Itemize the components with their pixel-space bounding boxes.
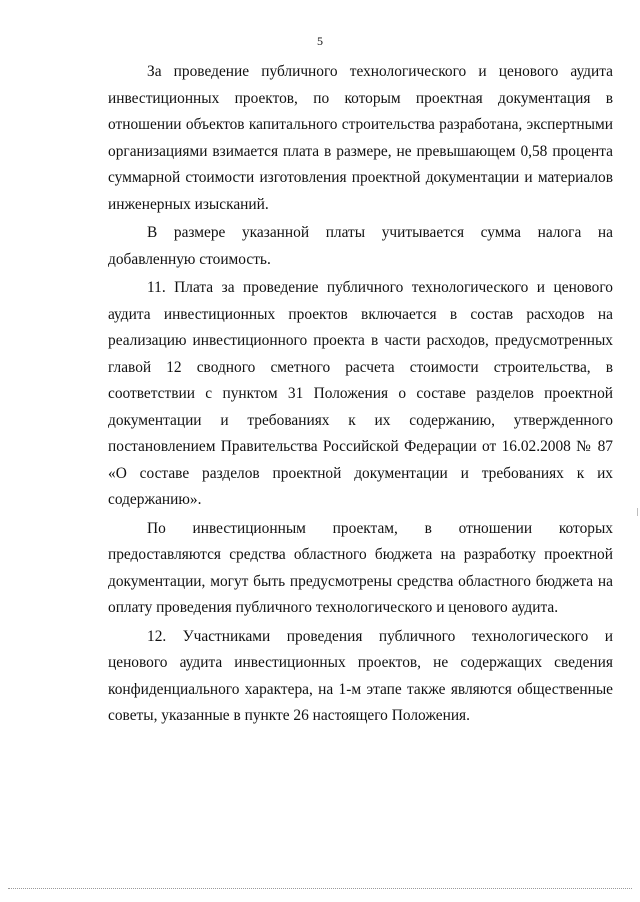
page-number: 5 — [317, 34, 323, 48]
paragraph-regional-budget: По инвестиционным проектам, в отношении которых предоставляются средства областного бюджета на разработку проектной документации, могут быть предусмотрены средства областного бюджета на оплату проведения публичного технологического и ценового аудита. — [108, 519, 613, 616]
document-body — [108, 59, 613, 732]
paragraph-clause-12: 12. Участниками проведения публичного технологического и ценового аудита инвестиционных проектов, не содержащих сведения конфиденциального характера, на 1-м этапе также являются общественные советы, указанные в пункте 26 настоящего Положения. — [108, 627, 613, 724]
paragraph-vat: В размере указанной платы учитывается сумма налога на добавленную стоимость. — [108, 224, 613, 268]
paragraph-audit-fee: За проведение публичного технологического и ценового аудита инвестиционных проектов, по которым проектная документация в отношении объектов капитального строительства разработана, экспертными организациями взимается плата в размере, не превышающем 0,58 процента суммарной стоимости изготовления проектной документации и материалов инженерных изысканий. — [108, 63, 613, 213]
paragraph-clause-11: 11. Плата за проведение публичного технологического и ценового аудита инвестиционных проектов включается в состав расходов на реализацию инвестиционного проекта в части расходов, предусмотренных главой 12 сводного сметного расчета стоимости строительства, в соответствии с пунктом 31 Положения о составе разделов проектной документации и требованиях к их содержанию, утвержденного постановлением Правительства Российской Федерации от 16.02.2008 № 87 «О составе разделов проектной документации и требованиях к их содержанию». — [108, 279, 613, 508]
bottom-dotted-rule — [8, 888, 632, 889]
scan-artifact — [637, 508, 638, 516]
